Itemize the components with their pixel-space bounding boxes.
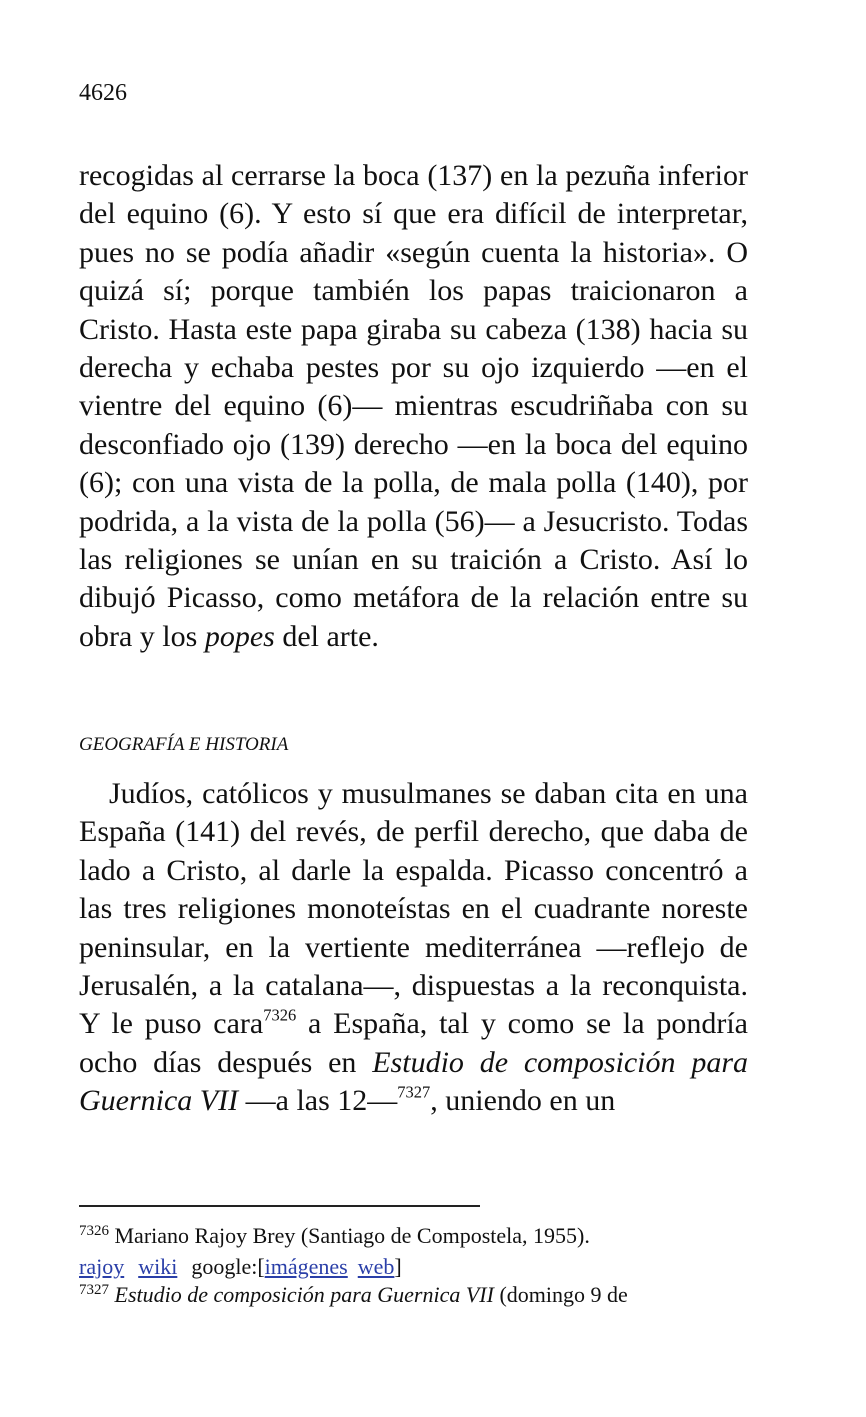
google-prefix: google:[ [191,1254,265,1279]
footnote-links [79,1253,748,1281]
paragraph-text: del arte. [274,619,379,653]
footnote-7326 [79,1222,748,1250]
footnote-7327 [79,1281,748,1309]
section-heading: GEOGRAFÍA E HISTORIA [79,734,289,755]
footnote-text: Mariano Rajoy Brey (Santiago de Compostela, 1955). [109,1223,590,1248]
footnote-ref-7327[interactable]: 7327 [397,1082,431,1102]
wiki-link[interactable]: wiki [138,1254,178,1279]
footnote-ref-7326[interactable]: 7326 [263,1006,297,1026]
body-paragraph-1 [79,157,748,656]
paragraph-text: —a las 12— [238,1084,398,1118]
body-paragraph-2 [79,775,748,1121]
footnote-mark: 7327 [79,1281,109,1298]
paragraph-text: Judíos, católicos y musulmanes se daban cita en una España (141) del revés, de perfil derecho, que daba de lado a Cristo, al darle la espalda. Picasso concentró a las tres religiones monoteístas en el cuadrante noreste peninsular, en la vertiente mediterránea —reflejo de Jerusalén, a la catalana—, dispuestas a la reconquista. Y le puso cara [79,777,748,1041]
emphasis-artwork-title: Estudio de composición para Guernica VII [79,1045,748,1118]
footnote-mark: 7326 [79,1222,109,1239]
footnote-separator [79,1205,480,1207]
footnote-artwork-title: Estudio de composición para Guernica VII [114,1282,494,1307]
paragraph-text: recogidas al cerrarse la boca (137) en la pezuña inferior del equino (6). Y esto sí que era difícil de interpretar, pues no se podía añadir «según cuenta la historia». O quizá sí; porque también los papas traicionaron a Cristo. Hasta este papa giraba su cabeza (138) hacia su derecha y echaba pestes por su ojo izquierdo —en el vientre del equino (6)— mientras escudriñaba con su desconfiado ojo (139) derecho —en la boca del equino (6); con una vista de la polla, de mala polla (140), por podrida, a la vista de la polla (56)— a Jesucristo. Todas las religiones se unían en su traición a Cristo. Así lo dibujó Picasso, como metáfora de la relación entre su obra y los [79,159,748,653]
paragraph-text: , uniendo en un [430,1084,616,1118]
google-web-link[interactable]: web [357,1254,395,1279]
emphasis-popes: popes [204,619,275,653]
page-number: 4626 [79,80,127,106]
google-images-link[interactable]: imágenes [264,1254,348,1279]
google-suffix: ] [394,1254,402,1279]
rajoy-link[interactable]: rajoy [79,1254,125,1279]
footnote-text: (domingo 9 de [493,1282,628,1307]
paragraph-text: a España, tal y como se la pondría ocho días después en [79,1007,748,1079]
